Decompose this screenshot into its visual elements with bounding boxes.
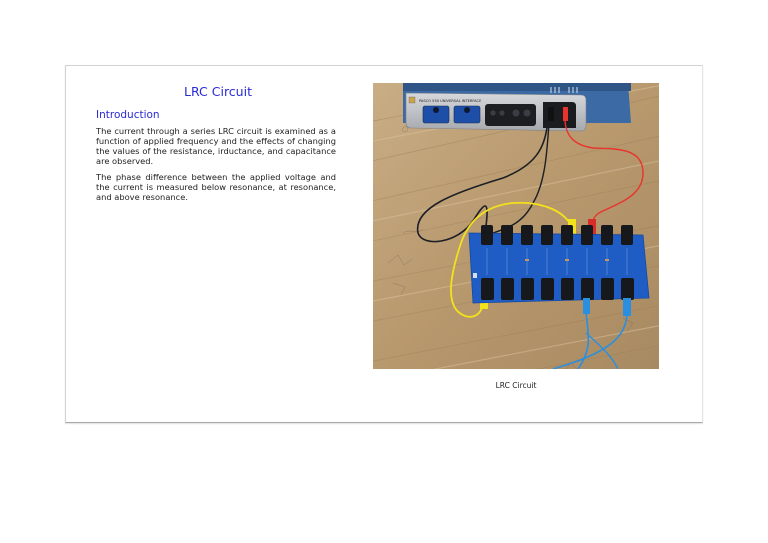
page-title: LRC Circuit: [184, 84, 252, 99]
figure-caption: LRC Circuit: [495, 381, 537, 390]
text-column: [96, 83, 336, 208]
lrc-circuit-photo: [373, 83, 659, 369]
intro-paragraph-2: The phase difference between the applied voltage and the current is measured below resonance, at resonance, and above resonance.: [96, 172, 336, 202]
document-page: [65, 65, 703, 423]
figure: [373, 83, 659, 391]
section-heading-introduction: Introduction: [96, 109, 160, 121]
svg-text:PASCO 550 UNIVERSAL INTERFACE: PASCO 550 UNIVERSAL INTERFACE: [419, 99, 482, 103]
intro-paragraph-1: The current through a series LRC circuit is examined as a function of applied frequency and the effects of changing the values of the resistance, irductance, and capacitance are observed.: [96, 126, 336, 166]
